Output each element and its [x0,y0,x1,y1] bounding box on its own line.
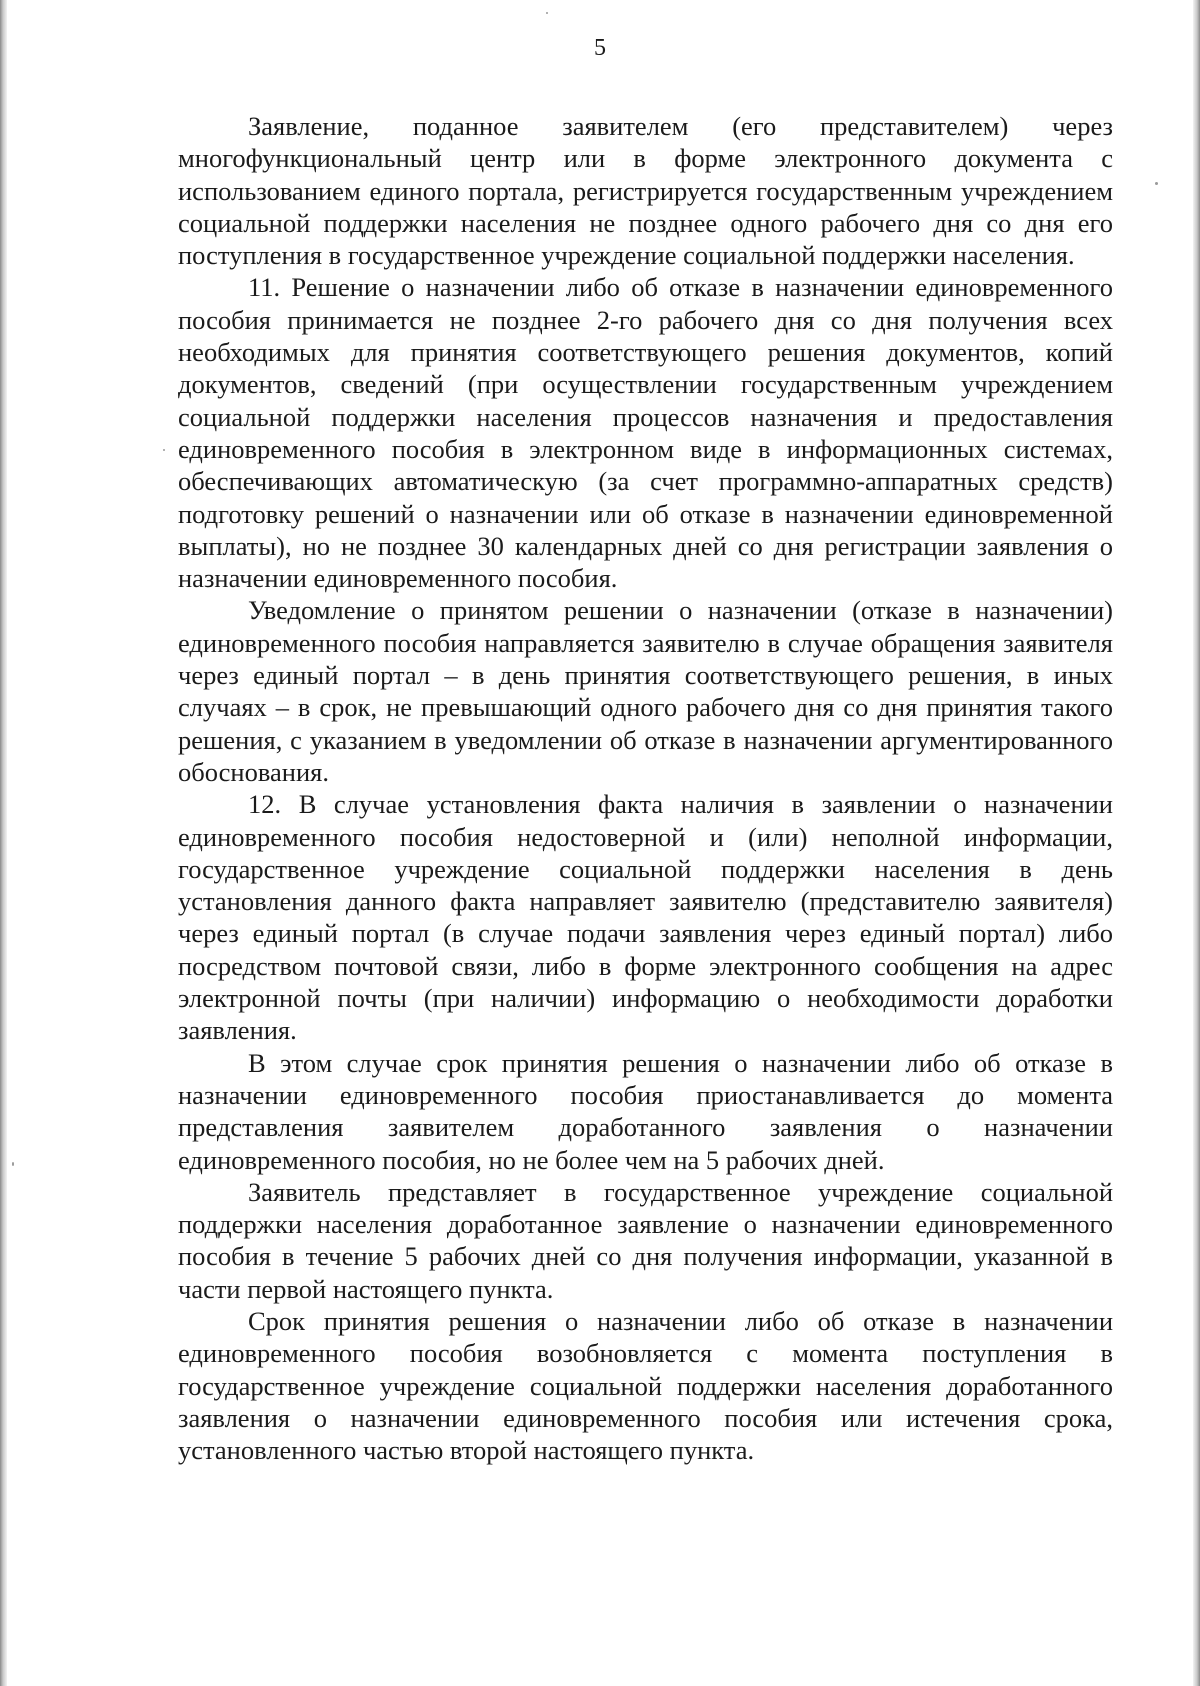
scan-speck [1155,182,1158,185]
scan-edge-left [0,0,7,1686]
paragraph-resumption: Срок принятия решения о назначении либо об отказе в назначении единовременного пособия возобновляется с момента поступления в государственное учреждение социальной поддержки населения доработанного заявления о назначении единовременного пособия или истечения срока, установленного частью второй настоящего пункта. [178,1305,1113,1466]
scan-edge-right [1193,0,1200,1686]
paragraph-application-registration: Заявление, поданное заявителем (его представителем) через многофункциональный центр или в форме электронного документа с использованием единого портала, регистрируется государственным учреждением социальной поддержки населения не позднее одного рабочего дня со дня его поступления в государственное учреждение социальной поддержки населения. [178,111,1113,271]
paragraph-notification: Уведомление о принятом решении о назначении (отказе в назначении) единовременного пособия направляется заявителю в случае обращения заявителя через единый портал – в день принятия соответствующего решения, в иных случаях – в срок, не превышающий одного рабочего дня со дня принятия такого решения, с указанием в уведомлении об отказе в назначении аргументированного обоснования. [178,595,1113,787]
document-body [178,110,1113,1466]
scan-speck [12,1162,14,1166]
paragraph-resubmission: Заявитель представляет в государственное учреждение социальной поддержки населения доработанное заявление о назначении единовременного пособия в течение 5 рабочих дней со дня получения информации, указанной в части первой настоящего пункта. [178,1176,1113,1304]
paragraph-suspension: В этом случае срок принятия решения о назначении либо об отказе в назначении единовременного пособия приостанавливается до момента представления заявителем доработанного заявления о назначении единовременного пособия, но не более чем на 5 рабочих дней. [178,1047,1113,1175]
page-number: 5 [594,35,606,61]
scan-speck [163,449,165,451]
scan-speck [546,12,548,14]
paragraph-item-12-incomplete-info: 12. В случае установления факта наличия в заявлении о назначении единовременного пособия недостоверной и (или) неполной информации, государственное учреждение социальной поддержки населения в день установления данного факта направляет заявителю (представителю заявителя) через единый портал (в случае подачи заявления через единый портал) либо посредством почтовой связи, либо в форме электронного сообщения на адрес электронной почты (при наличии) информацию о необходимости доработки заявления. [178,789,1113,1046]
paragraph-item-11-decision: 11. Решение о назначении либо об отказе в назначении единовременного пособия принимается не позднее 2-го рабочего дня со дня получения всех необходимых для принятия соответствующего решения документов, копий документов, сведений (при осуществлении государственным учреждением социальной поддержки населения процессов назначения и предоставления единовременного пособия в электронном виде в информационных системах, обеспечивающих автоматическую (за счет программно-аппаратных средств) подготовку решений о назначении или об отказе в назначении единовременной выплаты), но не позднее 30 календарных дней со дня регистрации заявления о назначении единовременного пособия. [178,272,1113,594]
